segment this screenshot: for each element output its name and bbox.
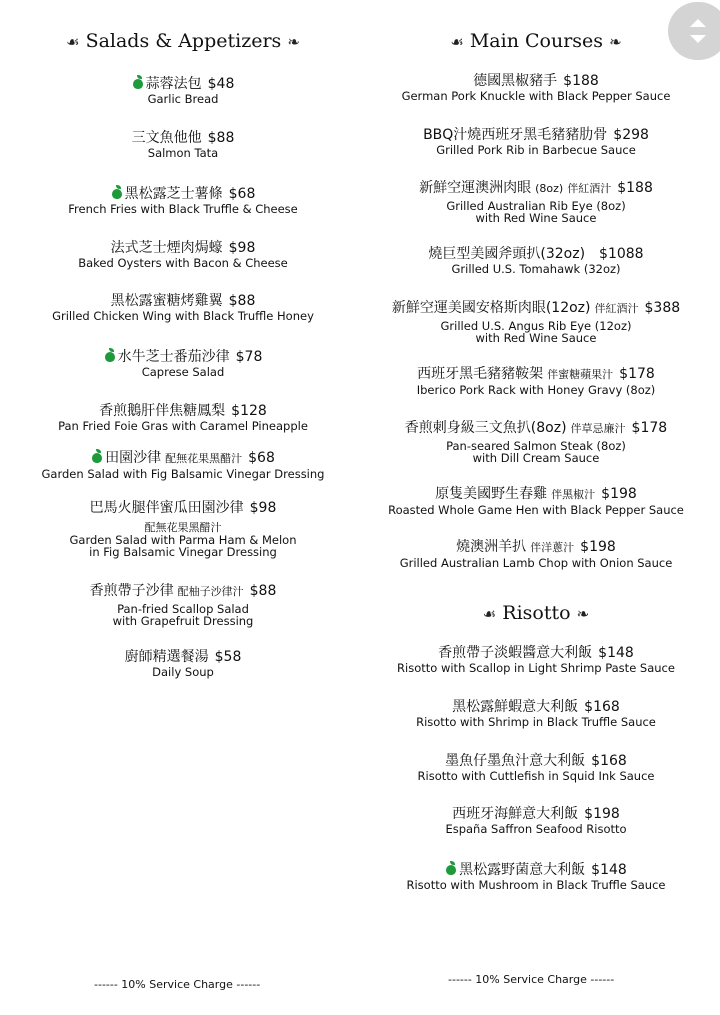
menu-item: 黑松露蜜糖烤雞翼 $88 Grilled Chicken Wing with Black Truffle Honey [52, 293, 314, 323]
menu-item: 法式芝士煙肉焗蠔 $98 Baked Oysters with Bacon & Cheese [78, 240, 288, 270]
menu-item: 新鮮空運美國安格斯肉眼(12oz) 伴紅酒汁 $388 Grilled U.S. Angus Rib Eye (12oz) with Red Wine Sauce [391, 300, 681, 345]
menu-item: 西班牙海鮮意大利飯 $198 España Saffron Seafood Risotto [445, 806, 627, 836]
menu-item: 三文魚他他 $88 Salmon Tata [131, 130, 235, 160]
menu-item: 黑松露鮮蝦意大利飯 $168 Risotto with Shrimp in Black Truffle Sauce [416, 699, 656, 729]
service-charge-note: ------ 10% Service Charge ------ [448, 973, 615, 986]
menu-item: 燒巨型美國斧頭扒(32oz) $1088 Grilled U.S. Tomahawk (32oz) [428, 246, 644, 276]
vegetarian-icon [91, 450, 103, 463]
menu-item: 墨魚仔墨魚汁意大利飯 $168 Risotto with Cuttlefish in Squid Ink Sauce [417, 753, 655, 783]
menu-item: 新鮮空運澳洲肉眼 (8oz) 伴紅酒汁 $188 Grilled Australian Rib Eye (8oz) with Red Wine Sauce [419, 180, 653, 225]
vegetarian-icon [111, 186, 123, 199]
menu-item: 香煎帶子淡蝦醬意大利飯 $148 Risotto with Scallop in Light Shrimp Paste Sauce [397, 645, 675, 675]
menu-item: 巴馬火腿伴蜜瓜田園沙律 $98 配無花果黑醋汁 Garden Salad with Parma Ham & Melon in Fig Balsamic Vinegar Dressing [69, 500, 297, 559]
menu-item: 西班牙黑毛豬豬鞍架 伴蜜糖蘋果汁 $178 Iberico Pork Rack with Honey Gravy (8oz) [416, 366, 656, 397]
vegetarian-icon [445, 862, 457, 875]
vegetarian-icon [132, 76, 144, 89]
section-title-salads: ☙ Salads & Appetizers ❧ [66, 30, 300, 52]
scroll-up-icon[interactable] [690, 19, 706, 27]
service-charge-note: ------ 10% Service Charge ------ [94, 978, 261, 991]
menu-item: 黑松露野菌意大利飯 $148 Risotto with Mushroom in Black Truffle Sauce [406, 862, 666, 892]
menu-item: BBQ汁燒西班牙黑毛豬豬肋骨 $298 Grilled Pork Rib in Barbecue Sauce [423, 127, 649, 157]
menu-item: 原隻美國野生春雞 伴黑椒汁 $198 Roasted Whole Game Hen with Black Pepper Sauce [388, 486, 684, 517]
menu-item: 燒澳洲羊扒 伴洋蔥汁 $198 Grilled Australian Lamb Chop with Onion Sauce [399, 539, 673, 570]
menu-item: 廚師精選餐湯 $58 Daily Soup [124, 649, 242, 679]
scroll-down-icon[interactable] [690, 35, 706, 43]
menu-item: 香煎鵝肝伴焦糖鳳梨 $128 Pan Fried Foie Gras with Caramel Pineapple [58, 403, 308, 433]
section-title-mains: ☙ Main Courses ❧ [450, 30, 622, 52]
vegetarian-icon [104, 349, 116, 362]
menu-item: 蒜蓉法包 $48 Garlic Bread [0, 75, 366, 105]
menu-item: 香煎帶子沙律 配柚子沙律汁 $88 Pan-fried Scallop Salad with Grapefruit Dressing [89, 583, 277, 628]
scroll-toggle-button[interactable] [668, 2, 720, 60]
menu-item: 黑松露芝士薯條 $68 French Fries with Black Truffle & Cheese [68, 186, 298, 216]
menu-item: 田園沙律 配無花果黑醋汁 $68 Garden Salad with Fig Balsamic Vinegar Dressing [41, 450, 325, 481]
menu-item: 水牛芝士番茄沙律 $78 Caprese Salad [0, 348, 366, 378]
menu-item: 香煎刺身級三文魚扒(8oz) 伴草忌廉汁 $178 Pan-seared Salmon Steak (8oz) with Dill Cream Sauce [404, 420, 668, 465]
section-title-risotto: ☙ Risotto ❧ [482, 602, 590, 624]
menu-item: 德國黑椒豬手 $188 German Pork Knuckle with Black Pepper Sauce [401, 73, 671, 103]
